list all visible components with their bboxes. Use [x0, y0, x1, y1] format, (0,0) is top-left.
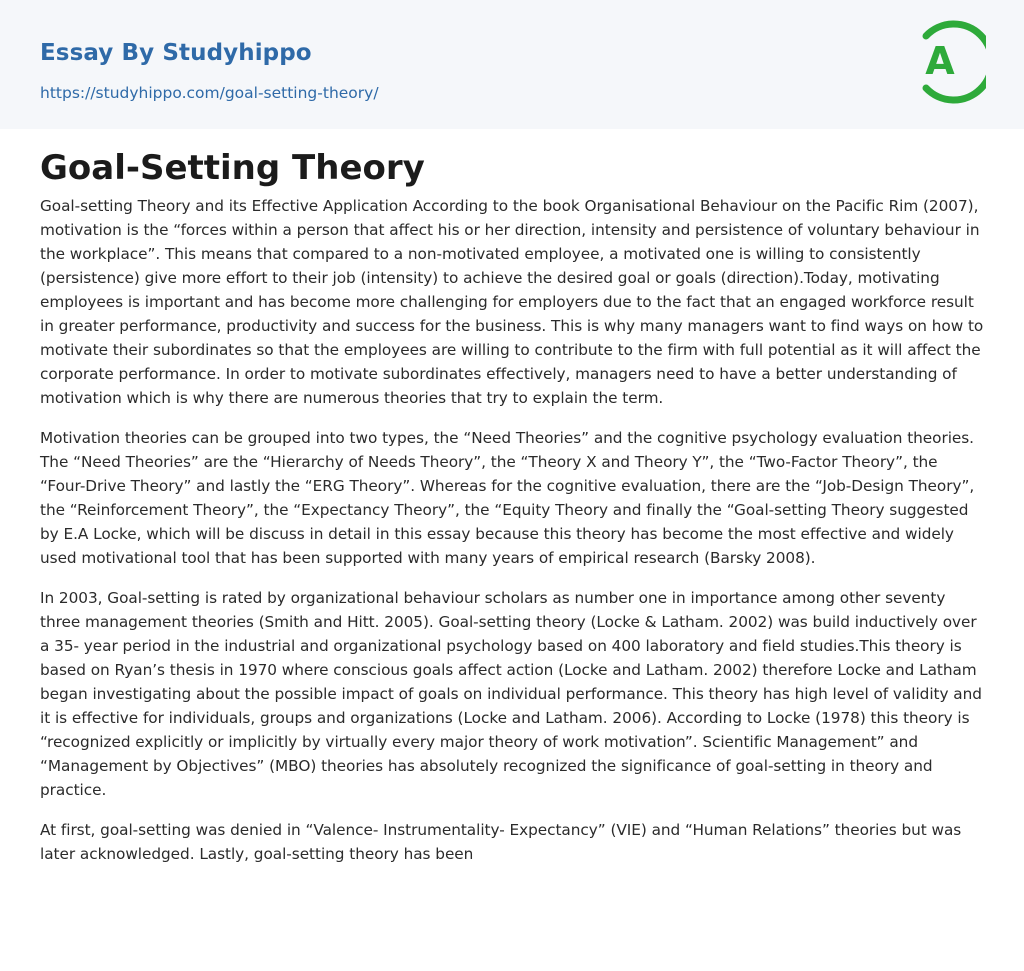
page-title: Goal-Setting Theory	[40, 148, 425, 188]
source-url-link[interactable]: https://studyhippo.com/goal-setting-theory/	[40, 84, 379, 102]
paragraph-2: Motivation theories can be grouped into two types, the “Need Theories” and the cognitive psychology evaluation theories. The “Need Theories” are the “Hierarchy of Needs Theory”, the “Theory X and Theory Y”, the “Two-Factor Theory”, the “Four-Drive Theory” and lastly the “ERG Theory”. Whereas for the cognitive evaluation, there are the “Job-Design Theory”, the “Reinforcement Theory”, the “Expectancy Theory”, the “Equity Theory and finally the “Goal-setting Theory suggested by E.A Locke, which will be discuss in detail in this essay because this theory has become the most effective and widely used motivational tool that has been supported with many years of empirical research (Barsky 2008).	[40, 429, 975, 567]
logo-letter: A	[925, 39, 955, 83]
paragraph-1: Goal-setting Theory and its Effective Application According to the book Organisational Behaviour on the Pacific Rim (2007), motivation is the “forces within a person that affect his or her direction, intensity and persistence of voluntary behaviour in the workplace”. This means that compared to a non-motivated employee, a motivated one is willing to consistently (persistence) give more effort to their job (intensity) to achieve the desired goal or goals (direction).Today, motivating employees is important and has become more challenging for employers due to the fact that an engaged workforce result in greater performance, productivity and success for the business. This is why many managers want to find ways on how to motivate their subordinates so that the employees are willing to contribute to the firm with full potential as it will affect the corporate performance. In order to motivate subordinates effectively, managers need to have a better understanding of motivation which is why there are numerous theories that try to explain the term.	[40, 197, 984, 407]
paragraph-4: At first, goal-setting was denied in “Valence- Instrumentality- Expectancy” (VIE) and “Human Relations” theories but was later acknowledged. Lastly, goal-setting theory has been	[40, 821, 962, 863]
article-body	[40, 194, 986, 882]
site-title: Essay By Studyhippo	[40, 40, 312, 66]
paragraph-3: In 2003, Goal-setting is rated by organizational behaviour scholars as number one in importance among other seventy three management theories (Smith and Hitt. 2005). Goal-setting theory (Locke & Latham. 2002) was build inductively over a 35- year period in the industrial and organizational psychology based on 400 laboratory and field studies.This theory is based on Ryan’s thesis in 1970 where conscious goals affect action (Locke and Latham. 2002) therefore Locke and Latham began investigating about the possible impact of goals on individual performance. This theory has high level of validity and it is effective for individuals, groups and organizations (Locke and Latham. 2006). According to Locke (1978) this theory is “recognized explicitly or implicitly by virtually every major theory of work motivation”. Scientific Management” and “Management by Objectives” (MBO) theories has absolutely recognized the significance of goal-setting in theory and practice.	[40, 589, 982, 799]
studyhippo-logo-icon[interactable]	[912, 18, 986, 106]
